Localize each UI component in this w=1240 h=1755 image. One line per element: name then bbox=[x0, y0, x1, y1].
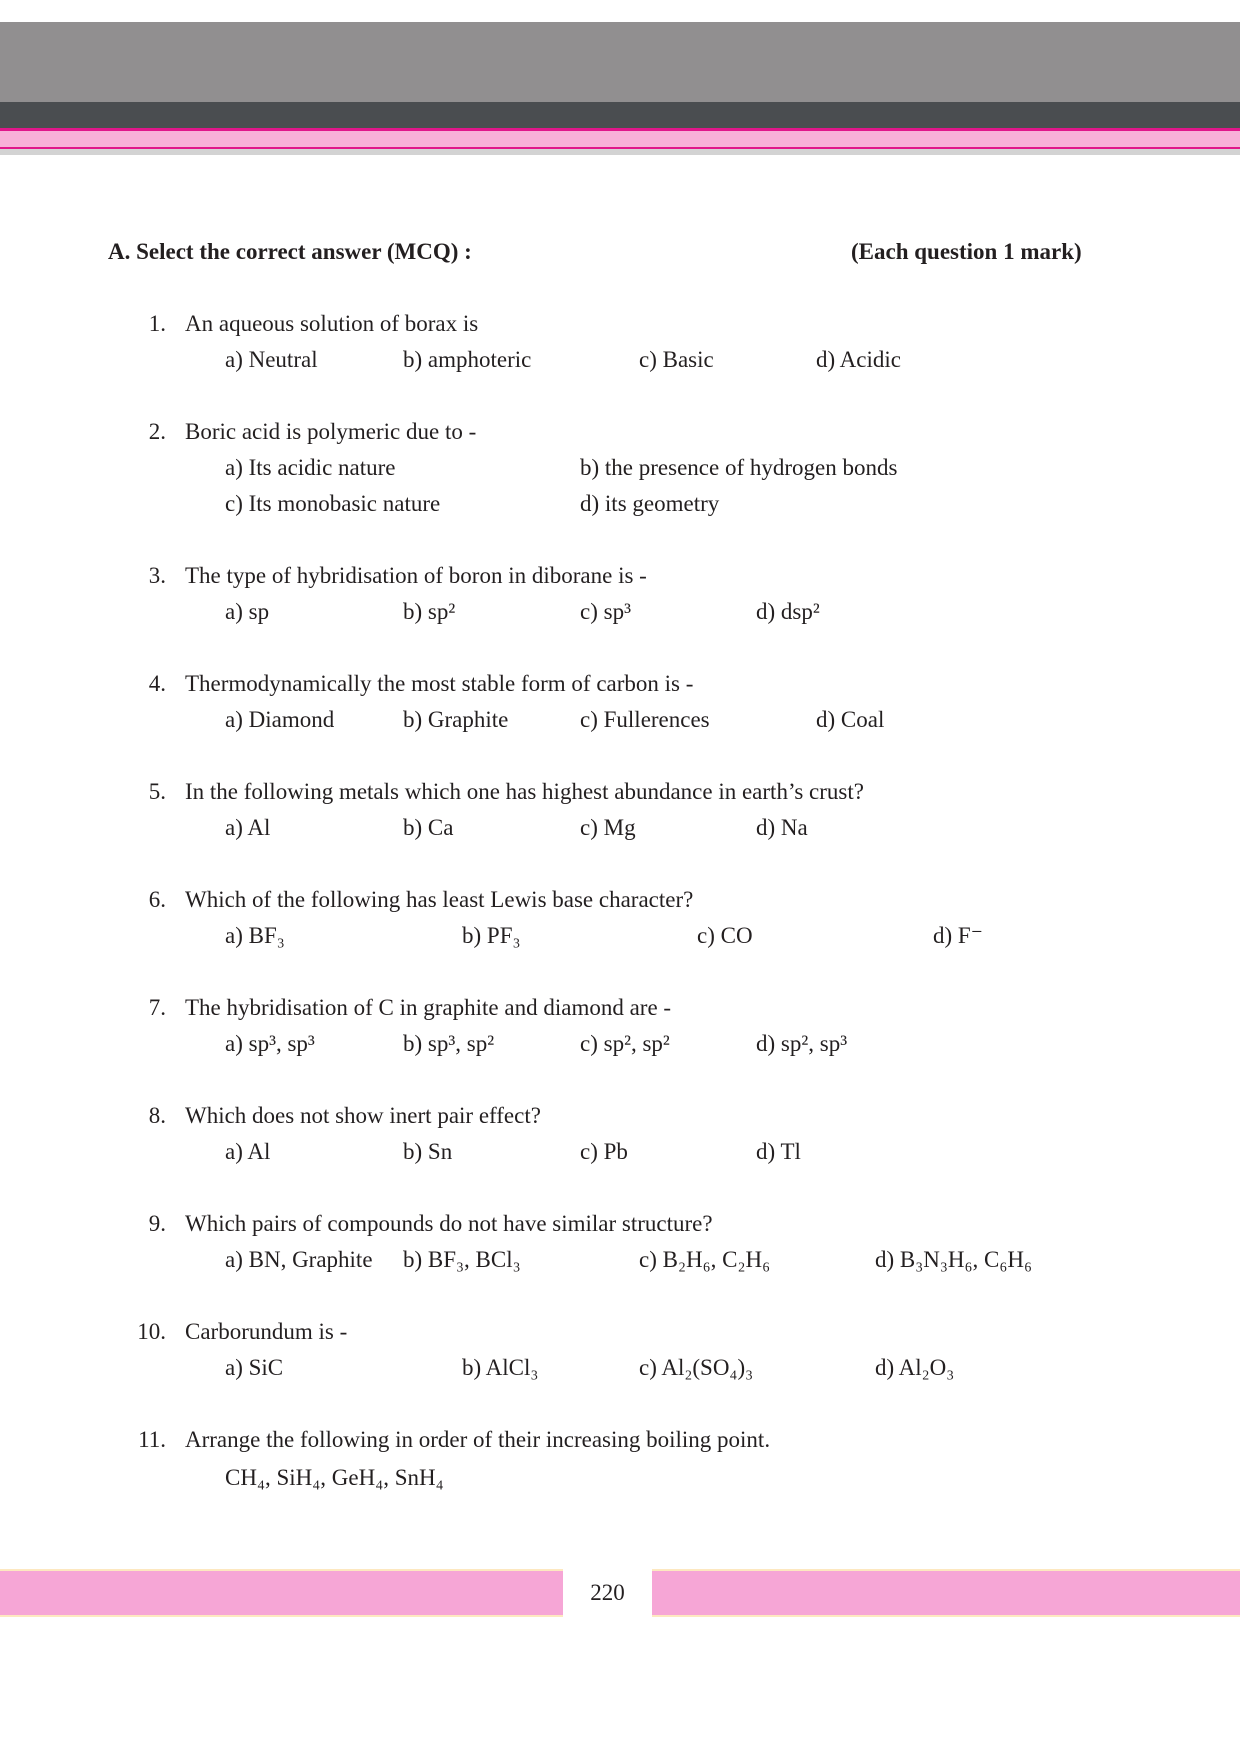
question-number: 3. bbox=[148, 563, 166, 588]
question-number: 2. bbox=[148, 419, 166, 444]
answer-option: a) Neutral bbox=[225, 347, 318, 372]
question-compounds: CH₄, SiH₄, GeH₄, SnH₄ bbox=[225, 1465, 444, 1490]
question-number: 1. bbox=[148, 311, 166, 336]
answer-option: c) Basic bbox=[639, 347, 714, 372]
answer-option: a) Al bbox=[225, 1139, 271, 1164]
header-gray-band bbox=[0, 22, 1240, 102]
answer-option: c) B₂H₆, C₂H₆ bbox=[639, 1247, 771, 1272]
answer-option: b) Graphite bbox=[403, 707, 509, 732]
answer-option: d) sp², sp³ bbox=[756, 1031, 848, 1056]
answer-option: a) sp bbox=[225, 599, 270, 624]
answer-option: d) Na bbox=[756, 815, 808, 840]
answer-option: b) BF₃, BCl₃ bbox=[403, 1247, 521, 1272]
question-number: 10. bbox=[137, 1319, 166, 1344]
answer-option: d) B₃N₃H₆, C₆H₆ bbox=[875, 1247, 1033, 1272]
answer-option: d) F⁻ bbox=[933, 923, 983, 948]
answer-option: a) Diamond bbox=[225, 707, 335, 732]
answer-option: d) Al₂O₃ bbox=[875, 1355, 955, 1380]
answer-option: c) Pb bbox=[580, 1139, 628, 1164]
answer-option: c) Its monobasic nature bbox=[225, 491, 441, 516]
answer-option: a) Its acidic nature bbox=[225, 455, 396, 480]
answer-option: b) Sn bbox=[403, 1139, 453, 1164]
question-text: Boric acid is polymeric due to - bbox=[185, 419, 477, 444]
question-text: Which does not show inert pair effect? bbox=[185, 1103, 541, 1128]
header-pink-band bbox=[0, 128, 1240, 149]
answer-option: d) Acidic bbox=[816, 347, 901, 372]
question-text: An aqueous solution of borax is bbox=[185, 311, 479, 336]
answer-option: a) SiC bbox=[225, 1355, 284, 1380]
header-gray-line bbox=[0, 149, 1240, 155]
section-marks: (Each question 1 mark) bbox=[851, 239, 1082, 264]
question-text: Arrange the following in order of their increasing boiling point. bbox=[185, 1427, 771, 1452]
header-dark-band bbox=[0, 102, 1240, 128]
answer-option: d) Coal bbox=[816, 707, 885, 732]
question-text: Which pairs of compounds do not have similar structure? bbox=[185, 1211, 713, 1236]
question-number: 11. bbox=[138, 1427, 166, 1452]
answer-option: b) sp² bbox=[403, 599, 456, 624]
question-text: Which of the following has least Lewis base character? bbox=[185, 887, 694, 912]
question-number: 7. bbox=[148, 995, 166, 1020]
answer-option: a) Al bbox=[225, 815, 271, 840]
answer-option: c) sp³ bbox=[580, 599, 631, 624]
answer-option: b) Ca bbox=[403, 815, 454, 840]
answer-option: d) dsp² bbox=[756, 599, 820, 624]
question-text: In the following metals which one has highest abundance in earth’s crust? bbox=[185, 779, 864, 804]
answer-option: d) Tl bbox=[756, 1139, 801, 1164]
answer-option: c) Al₂(SO₄)₃ bbox=[639, 1355, 754, 1380]
question-text: The hybridisation of C in graphite and diamond are - bbox=[185, 995, 672, 1020]
answer-option: b) sp³, sp² bbox=[403, 1031, 495, 1056]
answer-option: c) Fullerences bbox=[580, 707, 710, 732]
question-number: 5. bbox=[148, 779, 166, 804]
page-number: 220 bbox=[590, 1580, 625, 1605]
question-text: The type of hybridisation of boron in diborane is - bbox=[185, 563, 647, 588]
footer-bar-right bbox=[652, 1569, 1240, 1617]
answer-option: d) its geometry bbox=[580, 491, 720, 516]
answer-option: c) Mg bbox=[580, 815, 636, 840]
question-text: Thermodynamically the most stable form of carbon is - bbox=[185, 671, 694, 696]
answer-option: b) the presence of hydrogen bonds bbox=[580, 455, 898, 480]
question-text: Carborundum is - bbox=[185, 1319, 348, 1344]
answer-option: b) AlCl₃ bbox=[462, 1355, 539, 1380]
answer-option: c) CO bbox=[697, 923, 753, 948]
answer-option: b) amphoteric bbox=[403, 347, 532, 372]
section-title: A. Select the correct answer (MCQ) : bbox=[108, 239, 472, 264]
answer-option: c) sp², sp² bbox=[580, 1031, 670, 1056]
question-number: 8. bbox=[148, 1103, 166, 1128]
question-number: 9. bbox=[148, 1211, 166, 1236]
answer-option: a) BN, Graphite bbox=[225, 1247, 373, 1272]
answer-option: a) BF₃ bbox=[225, 923, 285, 948]
answer-option: a) sp³, sp³ bbox=[225, 1031, 315, 1056]
question-number: 4. bbox=[148, 671, 166, 696]
footer-bar-left bbox=[0, 1569, 563, 1617]
question-number: 6. bbox=[148, 887, 166, 912]
answer-option: b) PF₃ bbox=[462, 923, 521, 948]
